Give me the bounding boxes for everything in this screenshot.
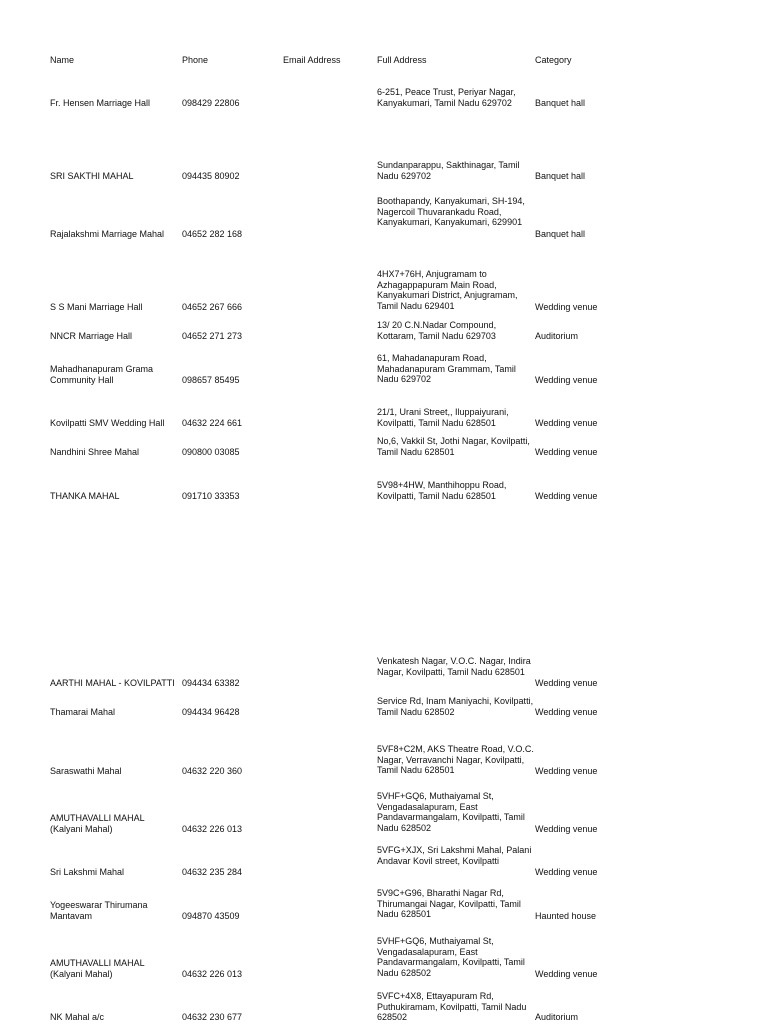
name-cell: Sri Lakshmi Mahal bbox=[50, 867, 125, 877]
header-name: Name bbox=[50, 55, 75, 65]
phone-cell: 04652 267 666 bbox=[182, 302, 243, 312]
phone-cell: 098429 22806 bbox=[182, 98, 240, 108]
name-cell: S S Mani Marriage Hall bbox=[50, 302, 143, 312]
category-cell: Banquet hall bbox=[535, 98, 586, 108]
phone-cell: 098657 85495 bbox=[182, 375, 240, 385]
address-cell: No,6, Vakkil St, Jothi Nagar, Kovilpatti, Tamil Nadu 628501 bbox=[377, 436, 530, 457]
category-cell: Haunted house bbox=[535, 911, 597, 921]
address-cell: 5VFC+4X8, Ettayapuram Rd, Puthukiramam, Kovilpatti, Tamil Nadu 628502 bbox=[377, 991, 527, 1023]
header-phone: Phone bbox=[182, 55, 209, 65]
phone-cell: 094434 63382 bbox=[182, 678, 240, 688]
name-cell: SRI SAKTHI MAHAL bbox=[50, 171, 134, 181]
name-cell: AARTHI MAHAL - KOVILPATTI bbox=[50, 678, 175, 688]
address-cell: 4HX7+76H, Anjugramam to Azhagappapuram Main Road, Kanyakumari District, Anjugramam, Tamil Nadu 629401 bbox=[377, 269, 518, 311]
address-cell: 5VFG+XJX, Sri Lakshmi Mahal, Palani Andavar Kovil street, Kovilpatti bbox=[377, 845, 532, 866]
category-cell: Auditorium bbox=[535, 1012, 579, 1022]
category-cell: Wedding venue bbox=[535, 969, 598, 979]
name-cell: Fr. Hensen Marriage Hall bbox=[50, 98, 151, 108]
phone-cell: 091710 33353 bbox=[182, 491, 240, 501]
name-cell: Rajalakshmi Marriage Mahal bbox=[50, 229, 165, 239]
category-cell: Wedding venue bbox=[535, 678, 598, 688]
phone-cell: 04632 230 677 bbox=[182, 1012, 243, 1022]
name-cell: Yogeeswarar Thirumana Mantavam bbox=[50, 900, 148, 921]
name-cell: AMUTHAVALLI MAHAL (Kalyani Mahal) bbox=[50, 958, 145, 979]
category-cell: Wedding venue bbox=[535, 418, 598, 428]
name-cell: Saraswathi Mahal bbox=[50, 766, 122, 776]
name-cell: NK Mahal a/c bbox=[50, 1012, 105, 1022]
name-cell: Kovilpatti SMV Wedding Hall bbox=[50, 418, 165, 428]
phone-cell: 090800 03085 bbox=[182, 447, 240, 457]
address-cell: 5V98+4HW, Manthihoppu Road, Kovilpatti, Tamil Nadu 628501 bbox=[377, 480, 507, 501]
category-cell: Banquet hall bbox=[535, 229, 586, 239]
phone-cell: 04632 226 013 bbox=[182, 824, 243, 834]
name-cell: NNCR Marriage Hall bbox=[50, 331, 133, 341]
address-cell: 13/ 20 C.N.Nadar Compound, Kottaram, Tamil Nadu 629703 bbox=[377, 320, 497, 341]
address-cell: Boothapandy, Kanyakumari, SH-194, Nagercoil Thuvarankadu Road, Kanyakumari, Kanyakumari, 629901 bbox=[377, 196, 525, 228]
phone-cell: 094434 96428 bbox=[182, 707, 240, 717]
category-cell: Wedding venue bbox=[535, 375, 598, 385]
category-cell: Wedding venue bbox=[535, 707, 598, 717]
address-cell: 5V9C+G96, Bharathi Nagar Rd, Thirumangai Nagar, Kovilpatti, Tamil Nadu 628501 bbox=[377, 888, 521, 920]
address-cell: 5VHF+GQ6, Muthaiyamal St, Vengadasalapuram, East Pandavarmangalam, Kovilpatti, Tamil Nadu 628502 bbox=[377, 791, 525, 833]
phone-cell: 04632 235 284 bbox=[182, 867, 243, 877]
category-cell: Wedding venue bbox=[535, 867, 598, 877]
header-category: Category bbox=[535, 55, 572, 65]
phone-cell: 04652 271 273 bbox=[182, 331, 243, 341]
category-cell: Wedding venue bbox=[535, 491, 598, 501]
phone-cell: 04652 282 168 bbox=[182, 229, 243, 239]
address-cell: 6-251, Peace Trust, Periyar Nagar, Kanyakumari, Tamil Nadu 629702 bbox=[377, 87, 516, 108]
phone-cell: 094435 80902 bbox=[182, 171, 240, 181]
phone-cell: 04632 220 360 bbox=[182, 766, 243, 776]
address-cell: Service Rd, Inam Maniyachi, Kovilpatti, Tamil Nadu 628502 bbox=[377, 696, 534, 717]
address-cell: Venkatesh Nagar, V.O.C. Nagar, Indira Nagar, Kovilpatti, Tamil Nadu 628501 bbox=[377, 656, 531, 677]
name-cell: THANKA MAHAL bbox=[50, 491, 120, 501]
category-cell: Wedding venue bbox=[535, 766, 598, 776]
address-cell: 5VHF+GQ6, Muthaiyamal St, Vengadasalapuram, East Pandavarmangalam, Kovilpatti, Tamil Nadu 628502 bbox=[377, 936, 525, 978]
category-cell: Auditorium bbox=[535, 331, 579, 341]
category-cell: Banquet hall bbox=[535, 171, 586, 181]
category-cell: Wedding venue bbox=[535, 302, 598, 312]
header-address: Full Address bbox=[377, 55, 427, 65]
phone-cell: 094870 43509 bbox=[182, 911, 240, 921]
name-cell: Mahadhanapuram Grama Community Hall bbox=[50, 364, 154, 385]
address-cell: 5VF8+C2M, AKS Theatre Road, V.O.C. Nagar, Verravanchi Nagar, Kovilpatti, Tamil Nadu 628501 bbox=[377, 744, 534, 776]
category-cell: Wedding venue bbox=[535, 824, 598, 834]
address-cell: Sundanparappu, Sakthinagar, Tamil Nadu 629702 bbox=[377, 160, 520, 181]
address-cell: 61, Mahadanapuram Road, Mahadanapuram Grammam, Tamil Nadu 629702 bbox=[377, 353, 516, 385]
phone-cell: 04632 226 013 bbox=[182, 969, 243, 979]
address-cell: 21/1, Urani Street,, Iluppaiyurani, Kovilpatti, Tamil Nadu 628501 bbox=[377, 407, 509, 428]
name-cell: AMUTHAVALLI MAHAL (Kalyani Mahal) bbox=[50, 813, 145, 834]
name-cell: Thamarai Mahal bbox=[50, 707, 116, 717]
name-cell: Nandhini Shree Mahal bbox=[50, 447, 140, 457]
phone-cell: 04632 224 661 bbox=[182, 418, 243, 428]
header-email: Email Address bbox=[283, 55, 341, 65]
category-cell: Wedding venue bbox=[535, 447, 598, 457]
